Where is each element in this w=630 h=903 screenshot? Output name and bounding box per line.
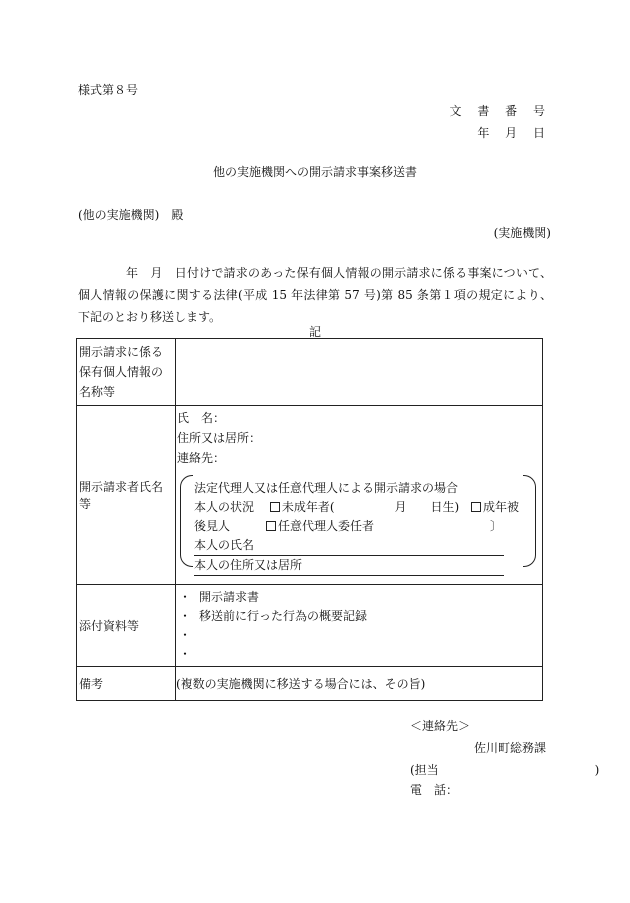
body-paragraph: 年 月 日付けで請求のあった保有個人情報の開示請求に係る事案について、個人情報の保護に関する法律(平成 15 年法律第 57 号)第 85 条第１項の規定により、下記のとおり移送します。 bbox=[78, 266, 552, 324]
agent-option[interactable] bbox=[266, 519, 374, 533]
document-number-label: 文 書 番 号 bbox=[449, 104, 551, 118]
contact-department: 佐川町総務課 bbox=[473, 741, 546, 755]
sender-agency: (実施機関) bbox=[493, 226, 551, 240]
addressee: (他の実施機関) 殿 bbox=[78, 208, 184, 222]
minor-checkbox[interactable] bbox=[270, 502, 280, 512]
status-label: 本人の状況 bbox=[194, 500, 255, 514]
document-title: 他の実施機関への開示請求事案移送書 bbox=[212, 165, 417, 179]
agent-close: 〕 bbox=[490, 519, 503, 533]
agent-checkbox[interactable] bbox=[266, 521, 276, 531]
requester-address-label: 住所又は居所： bbox=[177, 431, 262, 445]
minor-option[interactable] bbox=[270, 500, 459, 514]
agent-bracket bbox=[180, 475, 536, 572]
guardian-label: 成年被後見人 bbox=[194, 500, 520, 533]
transfer-details-table bbox=[76, 338, 543, 701]
contact-heading: ＜連絡先＞ bbox=[410, 719, 471, 733]
info-name-label: 開示請求に係る保有個人情報の名称等 bbox=[77, 339, 176, 406]
date-label: 年 月 日 bbox=[477, 126, 551, 140]
table-row bbox=[77, 339, 543, 406]
table-row bbox=[77, 406, 543, 585]
attachments-label: 添付資料等 bbox=[77, 585, 176, 667]
requester-label: 開示請求者氏名等 bbox=[77, 406, 176, 585]
attachment-item: ・ 移送前に行った行為の概要記録 bbox=[179, 609, 368, 623]
guardian-checkbox[interactable] bbox=[471, 502, 481, 512]
agent-row bbox=[194, 517, 522, 536]
minor-label: 未成年者( 月 日生) bbox=[281, 500, 460, 514]
attachment-item: ・ 開示請求書 bbox=[179, 590, 260, 604]
requester-value bbox=[176, 406, 543, 585]
table-row bbox=[77, 585, 543, 667]
agent-title: 法定代理人又は任意代理人による開示請求の場合 bbox=[194, 481, 459, 495]
requester-name-label: 氏 名： bbox=[177, 411, 226, 425]
remarks-label: 備考 bbox=[77, 667, 176, 701]
person-address-line[interactable]: 本人の住所又は居所 bbox=[194, 556, 504, 576]
attachment-item: ・ bbox=[179, 628, 192, 642]
requester-contact-label: 連絡先： bbox=[177, 451, 226, 465]
form-number: 様式第８号 bbox=[78, 83, 139, 97]
agent-label: 任意代理人委任者 bbox=[278, 519, 375, 533]
contact-person: (担当 ) bbox=[410, 763, 600, 777]
ki-heading: 記 bbox=[308, 325, 321, 339]
remarks-text: (複数の実施機関に移送する場合には、その旨) bbox=[176, 677, 426, 691]
contact-phone: 電 話： bbox=[410, 783, 459, 797]
info-name-value[interactable] bbox=[176, 339, 543, 406]
attachments-value bbox=[176, 585, 543, 667]
person-name-line[interactable]: 本人の氏名 bbox=[194, 536, 504, 556]
table-row bbox=[77, 667, 543, 701]
attachment-item: ・ bbox=[179, 647, 192, 661]
remarks-value bbox=[176, 667, 543, 701]
